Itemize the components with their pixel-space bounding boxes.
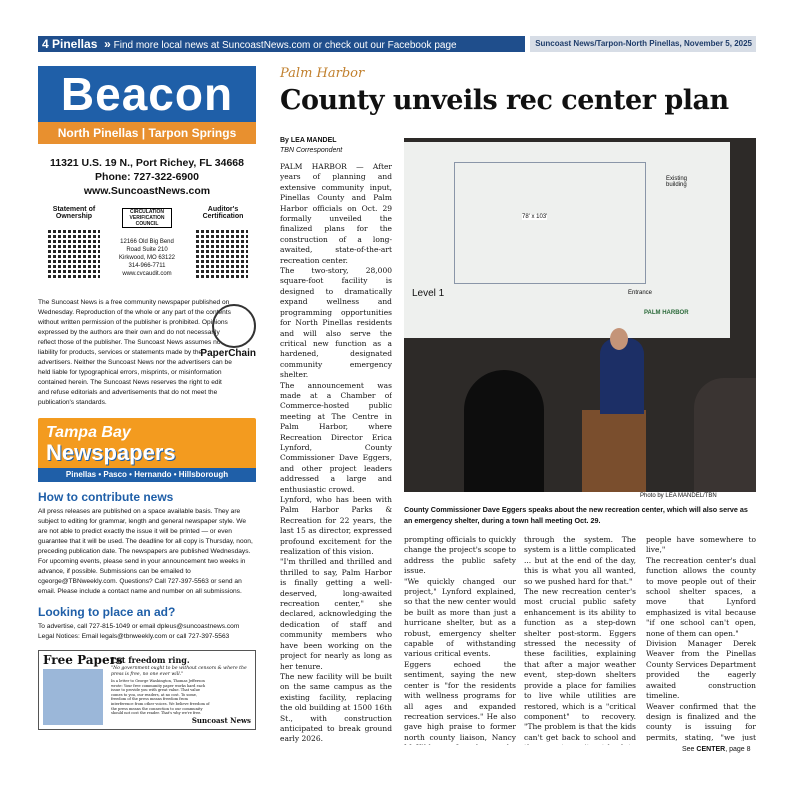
banner-text: Find more local news at SuncoastNews.com or check out our Facebook page (113, 40, 457, 51)
legal-line: Legal Notices: Email legals@tbnweekly.com or call 727-397-5563 (38, 633, 230, 640)
col-3-text: through the system. The system is a little complicated ... but at the end of the day, this is what you all wanted, so we pushed hard for that." The new recreation center's most crucial public safety enhancement is its ability to function as a step-down shelter post-storm. Eggers stressed the necessity of these facilities, explaining that after a major weather event, step-down shelters provide a place for families to live while utilities are restored, which is a "critical component" to recovery. "The problem is that the kids can't get back to school and (524, 535, 636, 742)
fp-title: Free Papers (43, 653, 123, 667)
kicker: Palm Harbor (280, 66, 365, 81)
seal-icon (212, 304, 256, 348)
byline-role: TBN Correspondent (280, 147, 343, 154)
col-2-text: prompting officials to quickly change the project's scope to address the public safety issue. "We quickly changed our project," Lynford explained, so that the new center would be built as more than just a hurricane shelter, but as a robust, emergency shelter capable of withstanding various critical events. Eggers echoed the sentiment, saying the new center is "for the residents with wellness programs for all ages and expanded recreation services." He also gave high praise to former north county liaison, Nancy (404, 535, 516, 742)
beacon-logo: Beacon (38, 66, 256, 122)
publisher-notice: The Suncoast News is a free community newspaper published on Wednesday. Reproduction of the whole or any part of the contents without written permission of the publisher is prohibited. Opinions expressed by the authors are their own and do not necessarily reflect those of the publisher. The Suncoast News assumes no liability for products, services or statements made by the advertisers. Neither the Suncoast News nor the advertisers can be held liable for typographical errors, misprints, or misinformation contained herein. The Suncoast News reserves the right to edit and refuse editorials and advertisements that do not meet the publication's standards. (38, 299, 232, 406)
jump-word: CENTER (696, 746, 726, 753)
founders-illustration (43, 669, 103, 725)
contact-block (38, 156, 256, 198)
article-col-4 (646, 535, 756, 741)
paperchain-logo: PaperChain (200, 348, 256, 359)
section-banner (38, 36, 525, 52)
masthead-sidebar (38, 66, 256, 730)
advertise-line: To advertise, call 727-815-1049 or email dpleus@suncoastnews.com (38, 623, 240, 630)
tampa-bay-newspapers-promo (38, 418, 256, 482)
article-header (270, 66, 756, 116)
address: 11321 U.S. 19 N., Port Richey, FL 34668 (50, 157, 244, 169)
promo-title: Tampa Bay (46, 424, 131, 441)
promo-wordmark: Newspapers (46, 440, 176, 465)
jump-line[interactable] (682, 746, 751, 753)
article-col-3 (524, 535, 636, 745)
contribute-text: All press releases are published on a space available basis. They are subject to editing for grammar, length and general newspaper style. We are not able to predict exactly the issue it will be printed — or even guarantee that it will be used. The deadline for all copy is Thursday, noon, preceding publication date. The newspapers are published Wednesdays. For upcoming events, please send in your announcement two weeks in advance, if possible. Submissions can be emailed to cgeorge@TBNweekly.com. Questions? Call 727-397-5563 or send an email. Please include a contact name and number on all submissions. (38, 508, 253, 595)
website-link[interactable]: www.SuncoastNews.com (83, 185, 211, 197)
projection-screen (404, 142, 730, 338)
slide-level: Level 1 (412, 288, 445, 299)
qr-code-icon[interactable] (48, 228, 100, 280)
plan-entrance-label: Entrance (628, 290, 653, 296)
fp-logo: Suncoast News (191, 716, 251, 725)
byline-author: By LEA MANDEL (280, 137, 337, 144)
plan-existing-label: Existing building (666, 176, 688, 188)
chevron-icon: » (104, 37, 111, 51)
podium (582, 410, 646, 492)
fp-headline: Let freedom ring. (111, 655, 190, 665)
contribute-heading: How to contribute news (38, 490, 174, 504)
col-1-text: PALM HARBOR — After years of planning and extensive community input, Pinellas County and Palm Harbor officials on Oct. 29 formally unveiled the finalized plans for the construction of a long-awaited, state-of-the-art recreation center. The two-story, 28,000 square-foot facility is designed to dramatically expand wellness and programming opportunities for North Pinellas residents and will also serve the critical new function as a hardened, designated community emergency shelter. The announcement was made at a Chamber of Commerce-hosted public meeting at The Centre in Palm Harbor, where Recreation Director Erica Lynford, County Commissioner Dave Eggers, and other project leaders addressed a large and enthusiastic crowd. Lynford, who has been with Palm Harbor Parks & Recreation for 22 years, the last 15 as director, expressed profound excitement for the realization of this vision. "I'm thrilled and thrilled and thrilled to say, Palm Harbor is finally getting a well-deserved, long-awaited recreation center," she declared, acknowledging the dedication of staff and community members who have been working on the project for nearly as long as her tenure. The new facility will be built on the same campus as the existing facility, replacing the old building at 1500 16th St., with construction anticipated to break ground early 2026. (280, 162, 392, 744)
palm-harbor-slide-logo: PALM HARBOR (644, 310, 689, 316)
cvc-logo: CIRCULATION VERIFICATION COUNCIL (122, 208, 172, 228)
free-papers-ad (38, 650, 256, 730)
fp-quote: "No government ought to be without censors & where the press is free, no one ever will." (111, 666, 247, 677)
fp-body: In a letter to George Washington, Thomas Jefferson wrote: Your free community paper works hard each issue to provide you with great value. That value comes to you, our readers, at no cost. To some, freedom of the press means freedom from interference from other voices. We believe freedom of the press means the connection to our community should not cost the reader. That's why we're free. (111, 679, 210, 716)
plan-dimension: 78' x 103' (522, 214, 548, 220)
cvc-address: 12166 Old Big Bend Road Suite 210 Kirkwood, MO 63122 314-966-7711 www.cvcaudit.com (118, 239, 176, 277)
jump-pre: See (682, 746, 695, 753)
certification-badges (38, 206, 256, 298)
beacon-tagline: North Pinellas | Tarpon Springs (38, 122, 256, 144)
audience-member (464, 370, 544, 492)
photo-credit: Photo by LEA MANDEL/TBN (640, 493, 717, 499)
article-photo (404, 138, 756, 492)
speaker (600, 338, 644, 414)
auditor-label: Auditor's Certification (202, 206, 244, 220)
section-label: 4 Pinellas (42, 37, 98, 51)
speaker-head (610, 328, 628, 350)
promo-locations: Pinellas • Pasco • Hernando • Hillsborough (38, 468, 256, 482)
advertise-heading: Looking to place an ad? (38, 605, 176, 619)
qr-code-icon[interactable] (196, 228, 248, 280)
jump-post: , page 8 (725, 746, 751, 753)
statement-label: Statement of Ownership (52, 206, 96, 220)
headline: County unveils rec center plan (280, 85, 729, 116)
floor-plan (454, 162, 646, 284)
phone: Phone: 727-322-6900 (95, 171, 199, 183)
audience-member (694, 378, 756, 492)
issue-dateline: Suncoast News/Tarpon-North Pinellas, November 5, 2025 (530, 36, 756, 52)
article-col-1 (280, 162, 392, 746)
article-col-2 (404, 535, 516, 745)
photo-caption: County Commissioner Dave Eggers speaks about the new recreation center, which will also serve as an emergency shelter, during a town hall meeting Oct. 29. (404, 505, 748, 525)
byline (280, 136, 342, 156)
col-4-text: people have somewhere to live," The recreation center's dual function allows the county to move people out of their school shelter spaces, a move that Lynford emphasized is vital because "if one school can't open, none of them can open." Division Manager Derek Weaver from the Pinellas County Services Department provided the eagerly awaited construction timeline. Weaver confirmed that the design is finalized and the county is issuing for permits, stating, "we just (646, 535, 756, 741)
